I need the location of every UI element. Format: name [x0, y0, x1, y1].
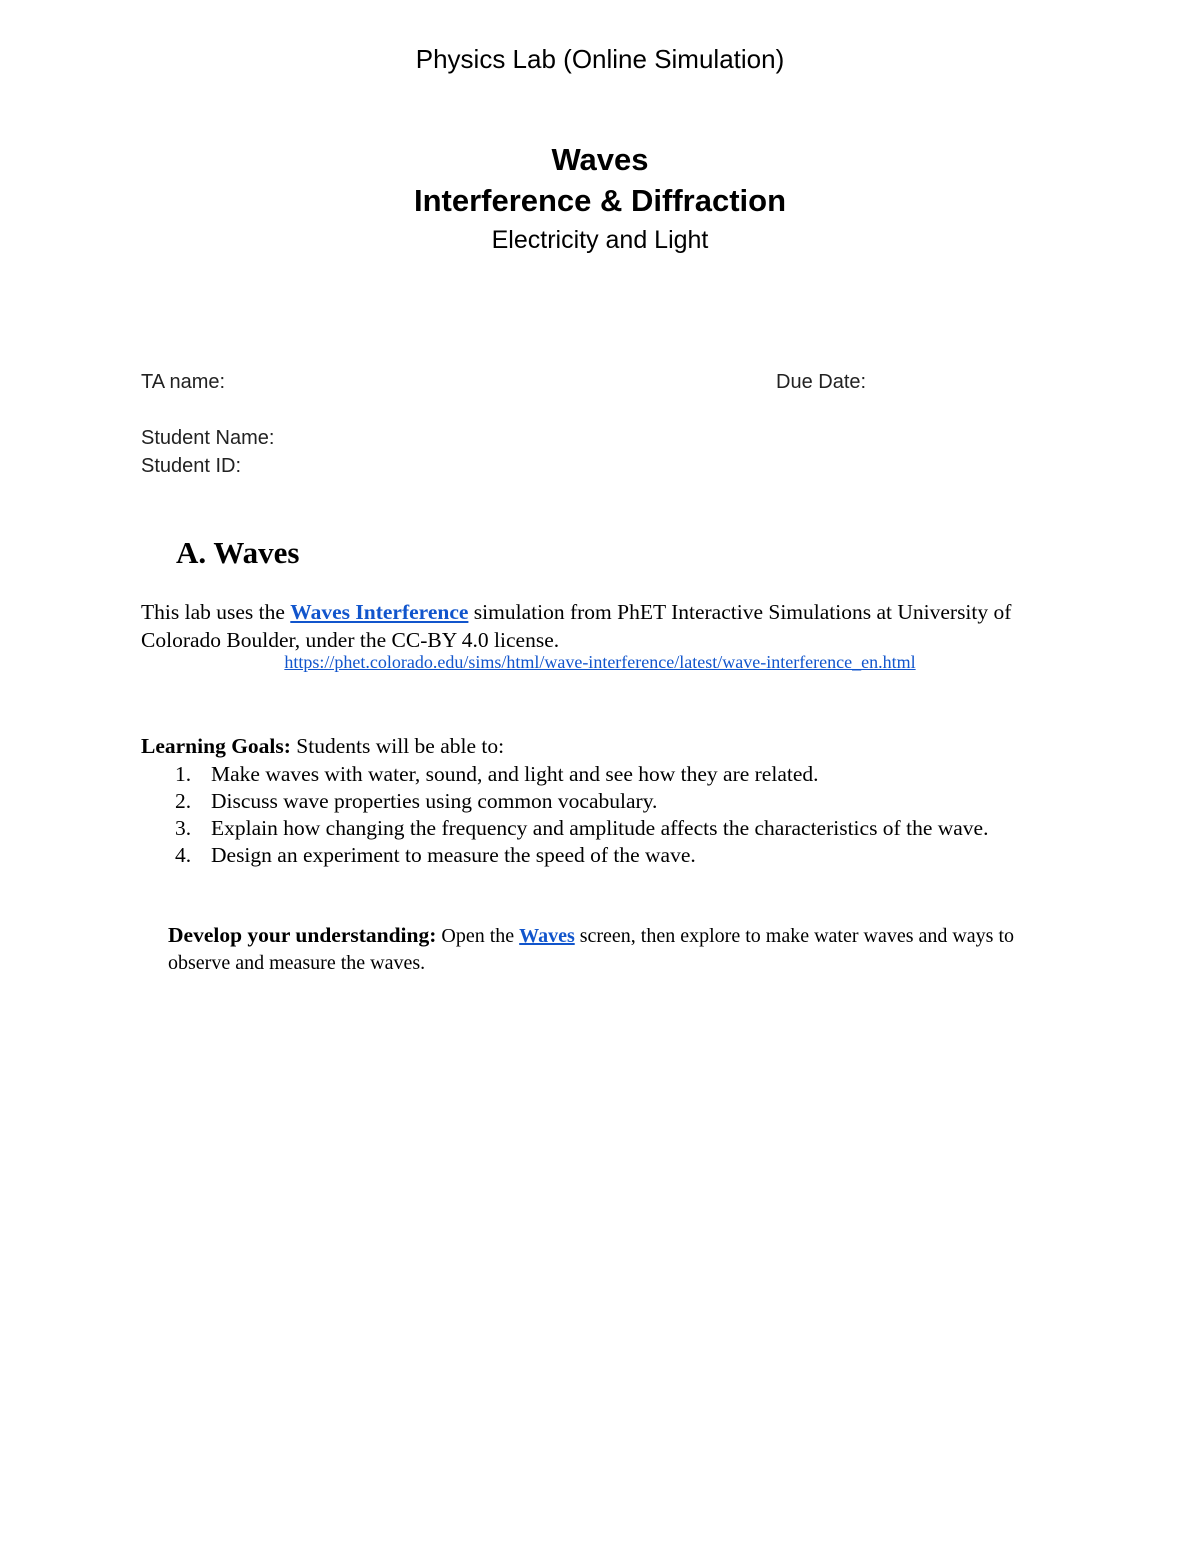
- ta-name-label: TA name:: [141, 371, 226, 393]
- page-header-title: Physics Lab (Online Simulation): [415, 44, 785, 74]
- document-title: Waves: [551, 142, 649, 177]
- develop-text-before: Open the: [436, 925, 520, 947]
- intro-text-before: This lab uses the: [141, 600, 291, 624]
- learning-goals-list: [141, 761, 1041, 869]
- list-item-text: Explain how changing the frequency and amplitude affects the characteristics of the wave.: [211, 816, 989, 840]
- list-item-number: 1.: [175, 762, 192, 786]
- develop-text-after: screen, then explore to make water waves and ways to observe and measure the waves.: [168, 925, 1015, 974]
- due-date-label: Due Date:: [776, 371, 867, 393]
- list-item-text: Discuss wave properties using common vocabulary.: [211, 789, 658, 813]
- learning-goals-lead: Students will be able to:: [290, 734, 505, 758]
- list-item-number: 3.: [175, 816, 192, 840]
- list-item-text: Make waves with water, sound, and light and see how they are related.: [211, 762, 819, 786]
- list-item-text: Design an experiment to measure the speed of the wave.: [211, 843, 696, 867]
- develop-label: Develop your understanding:: [168, 923, 437, 947]
- learning-goals-label: Learning Goals:: [141, 734, 291, 758]
- student-name-label: Student Name:: [141, 427, 275, 449]
- document-subtitle: Interference & Diffraction: [413, 183, 787, 218]
- develop-understanding-paragraph: [168, 922, 1048, 977]
- waves-interference-link[interactable]: Waves Interference: [290, 600, 469, 624]
- list-item: [141, 788, 1041, 815]
- list-item: [141, 815, 1041, 842]
- intro-text-after: simulation from PhET Interactive Simulations at University of Colorado Boulder, under the CC-BY 4.0 license.: [141, 600, 1012, 652]
- document-topic: Electricity and Light: [491, 226, 709, 254]
- simulation-url-link[interactable]: https://phet.colorado.edu/sims/html/wave-interference/latest/wave-interference_en.html: [284, 652, 916, 672]
- waves-screen-link[interactable]: Waves: [519, 925, 575, 947]
- list-item: [141, 842, 1041, 869]
- intro-paragraph: [141, 598, 1061, 654]
- list-item-number: 4.: [175, 843, 192, 867]
- simulation-url-line: [0, 652, 1200, 673]
- list-item: [141, 761, 1041, 788]
- section-a-heading: A. Waves: [176, 535, 300, 570]
- learning-goals-heading: [141, 734, 504, 759]
- list-item-number: 2.: [175, 789, 192, 813]
- student-id-label: Student ID:: [141, 455, 242, 477]
